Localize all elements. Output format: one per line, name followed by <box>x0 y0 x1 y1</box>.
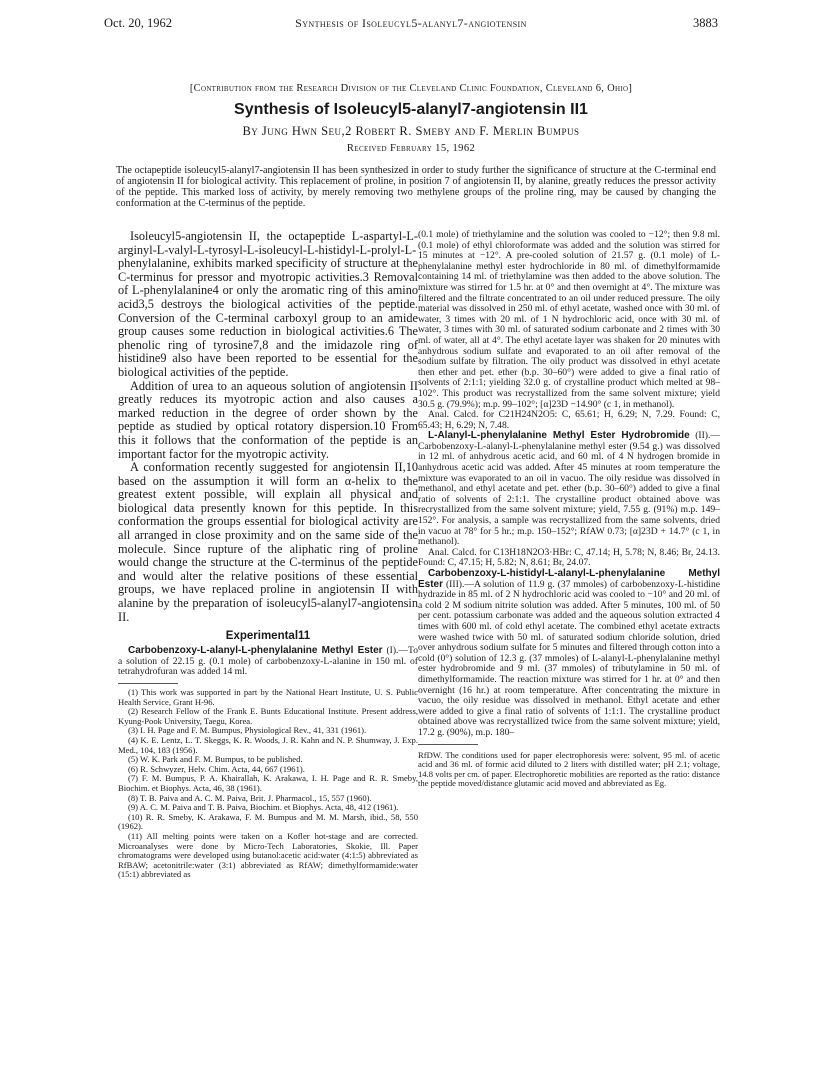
experimental-heading: Experimental11 <box>225 630 311 643</box>
compound-2-heading: L-Alanyl-L-phenylalanine Methyl Ester Hydrobromide <box>428 430 690 442</box>
footnote: (2) Research Fellow of the Frank E. Bunts Educational Institute. Present address, Kyung-Pook University, Taegu, Korea. <box>118 706 418 726</box>
compound-1-section <box>118 646 418 678</box>
author-line: By Jung Hwn Seu,2 Robert R. Smeby and F. Merlin Bumpus <box>242 124 580 138</box>
intro-paragraph: Addition of urea to an aqueous solution of angiotensin II greatly reduces its myotropic action and also causes a marked reduction in the degree of order shown by the peptide as studied by optical rotatory dispersion.10 From this it follows that the conformation of the peptide is an important factor for the myotropic activity. <box>118 378 418 461</box>
running-title: Synthesis of Isoleucyl5-alanyl7-angiotensin <box>295 16 527 30</box>
compound-3-text: (III).—A solution of 11.9 g. (37 mmoles) of carbobenzoxy-L-histidine hydrazide in 85 ml. of 2 N hydrochloric acid was cooled to −10° and 20 ml. of a cold 2 M sodium nitrite solution was added. After 5 minutes, 100 ml. of 50 per cent. potassium carbonate was added and the aqueous solution extracted 4 times with 600 ml. of cold ethyl acetate. The combined ethyl acetate extracts were washed twice with 50 ml. of saturated sodium chloride solution, dried over anhydrous sodium sulfate for 5 minutes and filtered through cotton into a cold (0°) solution of 12.3 g. (37 mmoles) of L-alanyl-L-phenylalanine methyl ester hydrobromide and 9 ml. (37 mmoles) of tributylamine in 50 ml. of dimethylformamide. The reaction mixture was stirred for 1 hr. at 0° and then overnight (16 hr.) at room temperature. After concentrating the mixture in vacuo, the oily residue was dissolved in methanol. Ethyl acetate and ether were added to give a final ratio of solvents of 1:1:1. The crystalline product obtained above was recrystallized twice from the same solvent mixture; yield, 17.2 g. (90%), m.p. 180– <box>418 578 720 738</box>
intro-paragraph: A conformation recently suggested for angiotensin II,10 based on the assumption it will form an α-helix to the greatest extent possible, will explain all physical and biological data presently known for this peptide. In this conformation the groups essential for biological activity are all arranged in close proximity and on the same side of the molecule. Since rupture of the aliphatic ring of proline would change the structure at the C-terminus of the peptide and would alter the relative positions of these essential groups, we have replaced proline in angiotensin II with alanine by the preparation of isoleucyl5-alanyl7-angiotensin II. <box>118 460 418 624</box>
abstract: The octapeptide isoleucyl5-alanyl7-angiotensin II has been synthesized in order to study further the significance of structure at the C-terminal end of angiotensin II for biological activity. This replacement of proline, in position 7 of angiotensin II, by alanine, greatly reduces the pressor activity of the peptide. This marked loss of activity, by merely removing two methylene groups of the proline ring, may be caused by changing the conformation at the C-terminus of the peptide. <box>116 165 716 209</box>
intro-paragraph: Isoleucyl5-angiotensin II, the octapeptide L-aspartyl-L-arginyl-L-valyl-L-tyrosyl-L-isoleucyl-L-histidyl-L-prolyl-L-phenylalanine, exhibits marked specificity of structure at the C-terminus for pressor and myotropic activities.3 Removal of L-phenylalanine4 or only the aromatic ring of this amino acid3,5 destroys the biological activities of the peptide. Conversion of the C-terminal carboxyl group to an amide group causes some reduction in biological activities.6 The phenolic ring of tyrosine7,8 and the imidazole ring of histidine9 also have been reported to be essential for the biological activities of the peptide. <box>118 229 418 379</box>
footnote: (8) T. B. Paiva and A. C. M. Paiva, Brit. J. Pharmacol., 15, 557 (1960). <box>128 792 372 803</box>
compound-1-text: (I).—To a solution of 22.15 g. (0.1 mole) of carbobenzoxy-L-alanine in 150 ml. of tetrahydrofuran was added 14 ml. <box>118 645 419 678</box>
article-title: Synthesis of Isoleucyl5-alanyl7-angiotensin II1 <box>234 101 588 118</box>
footnote: (7) F. M. Bumpus, P. A. Khairallah, K. Arakawa, I. H. Page and R. R. Smeby, Biochim. et Biophys. Acta, 46, 38 (1961). <box>118 773 418 793</box>
footnote: (4) K. E. Lentz, L. T. Skeggs, K. R. Woods, J. R. Kahn and N. P. Shumway, J. Exp. Med., 104, 183 (1956). <box>118 734 418 755</box>
footnote: (11) All melting points were taken on a Kofler hot-stage and are corrected. Microanalyses were done by Micro-Tech Laboratories, Skokie, Ill. Paper chromatograms were developed using butanol:acetic acid:water (4:1:5) abbreviated as RfBAW; acetonitrile:water (3:1) abbreviated as RfAW; dimethylformamide:water (15:1) abbreviated as <box>118 830 418 880</box>
page-number: 3883 <box>693 16 718 30</box>
footnote-rule-right <box>418 744 478 745</box>
compound-1-continued: (0.1 mole) of triethylamine and the solution was cooled to −12°; then 9.8 ml. (0.1 mole) of ethyl chloroformate was added and the solution was stirred for 15 minutes at −12°. A pre-cooled solution of 21.57 g. (0.1 mole) of L-phenylalanine methyl ester hydrochloride in 80 ml. of dimethylformamide containing 14 ml. of triethylamine was then added to the above solution. The mixture was stirred for 1.5 hr. at 0° and then overnight at 4°. The mixture was filtered and the filtrate concentrated to an oil under reduced pressure. The oily material was dissolved in 250 ml. of ethyl acetate, washed once with 30 ml. of water, 3 times with 20 ml. of 1 N hydrochloric acid, once with 30 ml. of water, 3 times with 30 ml. of saturated sodium carbonate and 2 times with 30 ml. of water, all at 4°. The ethyl acetate layer was shaken for 20 minutes with anhydrous sodium sulfate and evaporated to an oil after removal of the sodium sulfate by filtration. The oily product was dissolved in ethyl acetate then ether and pet. ether (b.p. 30–60°) were added to give a final ratio of solvents of 2:1:1; yielding 32.0 g. of crystalline product which melted at 98–102°. This product was recrystallized from the same solvent mixture; yield 30.5 g. (79.9%); m.p. 99–102°; [α]23D −14.90° (c 1, in methanol). <box>418 229 720 410</box>
issue-date: Oct. 20, 1962 <box>104 16 173 30</box>
compound-3-heading: Carbobenzoxy-L-histidyl-L-alanyl-L-phenylalanine Methyl Ester <box>418 568 720 590</box>
received-date: Received February 15, 1962 <box>346 143 476 154</box>
experimental-continued <box>418 230 720 739</box>
footnote: (3) I. H. Page and F. M. Bumpus, Physiological Rev., 41, 331 (1961). <box>128 725 367 736</box>
introduction <box>118 230 418 624</box>
footnote-rule <box>118 683 178 684</box>
left-column <box>118 230 418 880</box>
compound-2-analysis: Anal. Calcd. for C13H18N2O3·HBr: C, 47.14; H, 5.78; N, 8.46; Br, 24.13. Found: C, 47.15; H, 5.82; N, 8.61; Br, 24.07. <box>418 546 720 569</box>
footnotes <box>118 688 418 880</box>
footnote-11-continued: RfDW. The conditions used for paper electrophoresis were: solvent, 95 ml. of acetic acid and 36 ml. of formic acid diluted to 2 liters with distilled water; pH 2.1; voltage, 14.8 volts per cm. of paper. Electrophoretic mobilities are reported as the ratio: distance the peptide moved/distance glutamic acid moved and abbreviated as Eg. <box>418 749 720 789</box>
right-column <box>418 230 720 789</box>
footnote-continued <box>418 751 720 789</box>
footnote: (10) R. R. Smeby, K. Arakawa, F. M. Bumpus and M. M. Marsh, ibid., 58, 550 (1962). <box>118 811 418 832</box>
footnote: (6) R. Schwyzer, Helv. Chim. Acta, 44, 667 (1961). <box>128 763 305 774</box>
contribution-line: [Contribution from the Research Division of the Cleveland Clinic Foundation, Cleveland 6, Ohio] <box>189 83 633 94</box>
footnote: (5) W. K. Park and F. M. Bumpus, to be published. <box>128 754 303 765</box>
compound-1-analysis: Anal. Calcd. for C21H24N2O5: C, 65.61; H, 6.29; N, 7.29. Found: C, 65.43; H, 6.29; N, 7.48. <box>418 409 720 431</box>
footnote: (9) A. C. M. Paiva and T. B. Paiva, Biochim. et Biophys. Acta, 48, 412 (1961). <box>128 802 399 813</box>
compound-2-text: (II).—Carbobenzoxy-L-alanyl-L-phenylalanine methyl ester (9.54 g.) was dissolved in 12 ml. of anhydrous acetic acid, and 60 ml. of 4 N hydrogen bromide in anhydrous acetic acid was added. After 45 minutes at room temperature the mixture was evaporated to an oil in vacuo. The oily residue was dissolved in methanol, and ethyl acetate and pet. ether (b.p. 30–60°) added to give a final ratio of solvents of 2:1:1. The crystalline product obtained above was recrystallized from the same solvent mixture; yield, 7.55 g. (91%) m.p. 149–152°. For analysis, a sample was recrystallized from the same solvents, dried in vacuo at 78° for 5 hr.; m.p. 150–152°; RfAW 0.73; [α]23D + 14.7° (c 1, in methanol). <box>418 430 720 548</box>
compound-1-heading: Carbobenzoxy-L-alanyl-L-phenylalanine Methyl Ester <box>128 645 383 657</box>
running-head <box>104 16 718 32</box>
footnote: (1) This work was supported in part by the National Heart Institute, U. S. Public Health Service, Grant H-96. <box>118 687 418 707</box>
